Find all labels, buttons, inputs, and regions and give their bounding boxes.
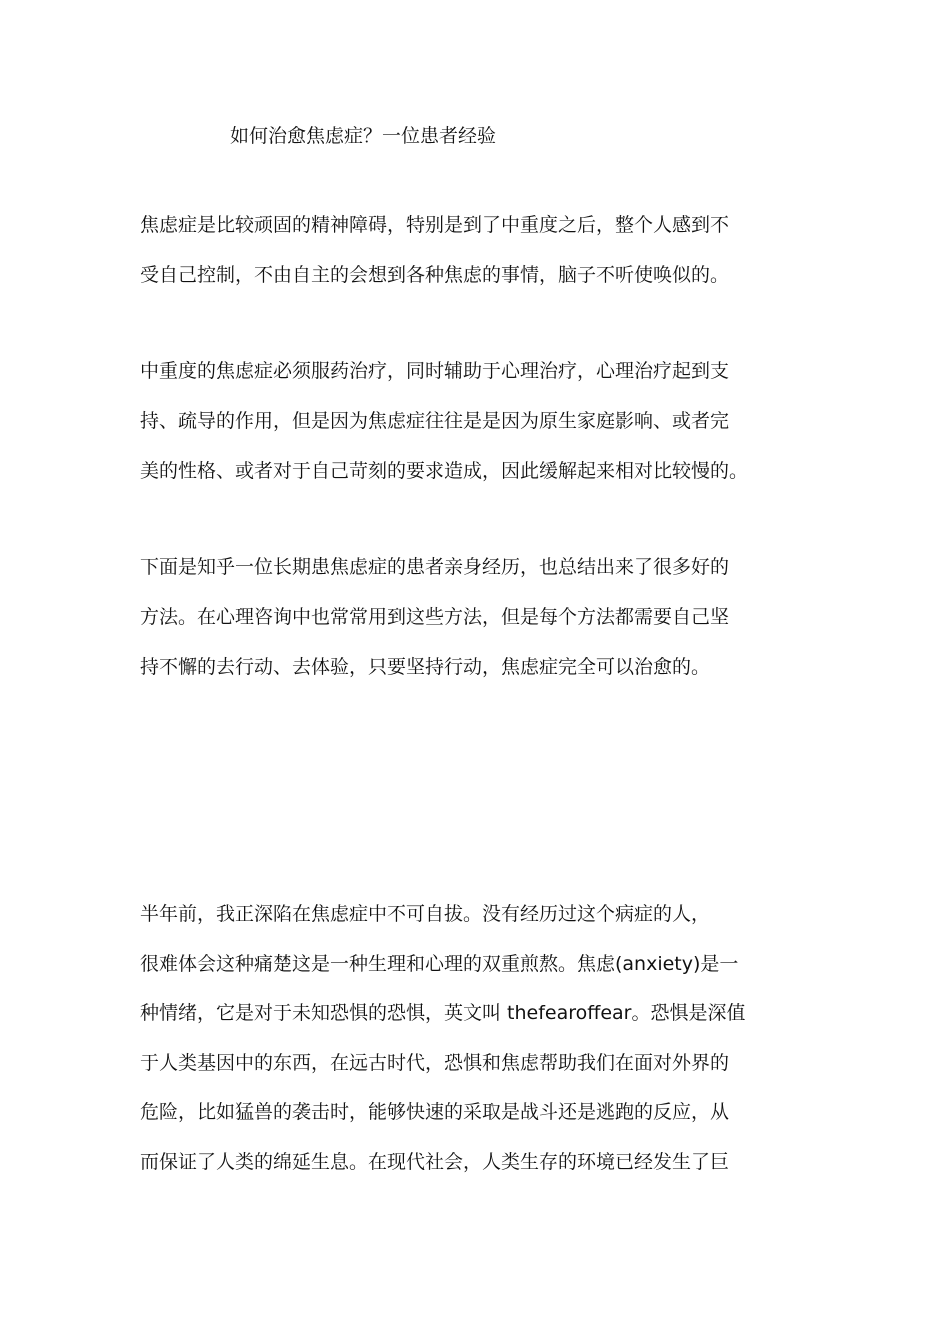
paragraph-2-line-3: 美的性格、或者对于自己苛刻的要求造成，因此缓解起来相对比较慢的。	[140, 460, 749, 482]
paragraph-4-line-5: 危险，比如猛兽的袭击时，能够快速的采取是战斗还是逃跑的反应，从	[140, 1101, 730, 1123]
paragraph-2-line-1: 中重度的焦虑症必须服药治疗，同时辅助于心理治疗，心理治疗起到支	[140, 360, 730, 382]
paragraph-4-line-1: 半年前，我正深陷在焦虑症中不可自拔。没有经历过这个病症的人，	[140, 903, 711, 925]
paragraph-4-line-6: 而保证了人类的绵延生息。在现代社会，人类生存的环境已经发生了巨	[140, 1151, 730, 1173]
document-title: 如何治愈焦虑症？一位患者经验	[230, 125, 497, 147]
paragraph-1-line-2: 受自己控制，不由自主的会想到各种焦虑的事情，脑子不听使唤似的。	[140, 264, 730, 286]
paragraph-1-line-1: 焦虑症是比较顽固的精神障碍，特别是到了中重度之后，整个人感到不	[140, 214, 730, 236]
paragraph-3-line-2: 方法。在心理咨询中也常常用到这些方法，但是每个方法都需要自己坚	[140, 606, 730, 628]
paragraph-4-line-3: 种情绪，它是对于未知恐惧的恐惧，英文叫 thefearoffear。恐惧是深值	[140, 1002, 746, 1024]
paragraph-3-line-1: 下面是知乎一位长期患焦虑症的患者亲身经历，也总结出来了很多好的	[140, 556, 730, 578]
paragraph-4-line-4: 于人类基因中的东西，在远古时代，恐惧和焦虑帮助我们在面对外界的	[140, 1052, 730, 1074]
paragraph-2-line-2: 持、疏导的作用，但是因为焦虑症往往是是因为原生家庭影响、或者完	[140, 410, 730, 432]
paragraph-3-line-3: 持不懈的去行动、去体验，只要坚持行动，焦虑症完全可以治愈的。	[140, 656, 711, 678]
paragraph-4-line-2: 很难体会这种痛楚这是一种生理和心理的双重煎熬。焦虑(anxiety)是一	[140, 953, 739, 975]
